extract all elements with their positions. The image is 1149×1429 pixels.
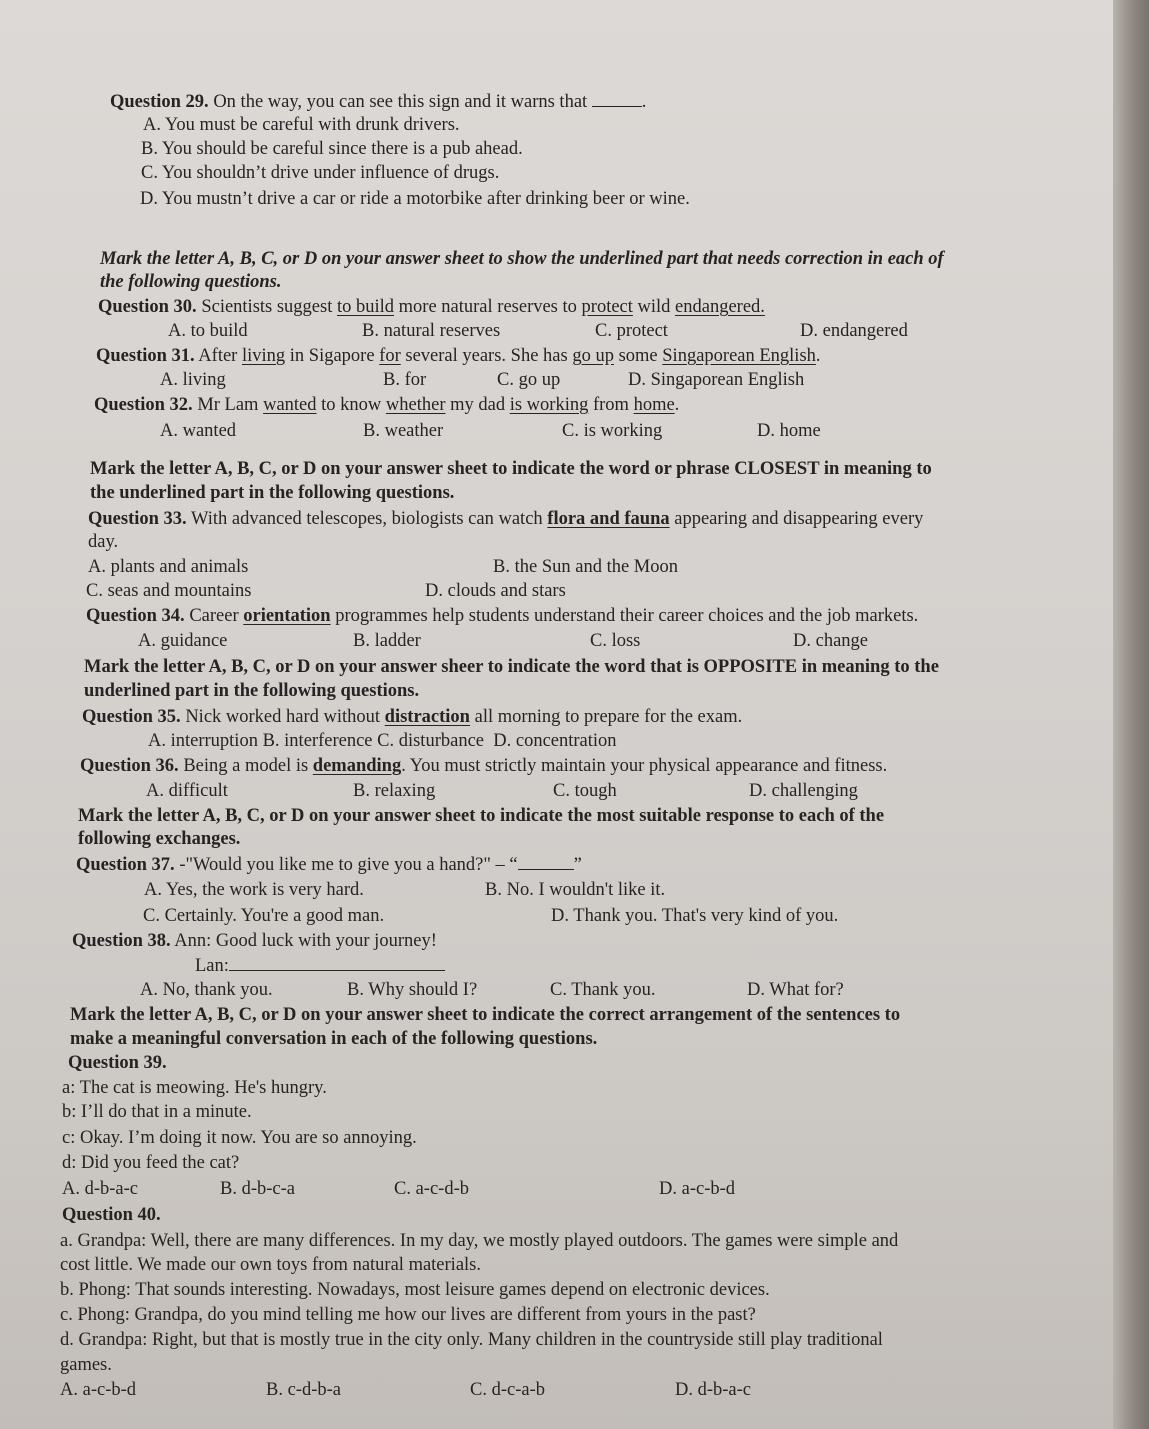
option-a: A. to build bbox=[168, 321, 248, 341]
option-b: B. relaxing bbox=[353, 781, 436, 801]
option-b: B. the Sun and the Moon bbox=[493, 557, 678, 577]
text: After bbox=[198, 346, 242, 366]
question-35-options bbox=[148, 730, 617, 752]
option-c: C. d-c-a-b bbox=[470, 1380, 545, 1400]
option-d: D. a-c-b-d bbox=[659, 1179, 736, 1199]
option-b: B. for bbox=[383, 370, 427, 390]
option-c: C. protect bbox=[595, 321, 668, 341]
text: some bbox=[613, 346, 663, 366]
sentence-a: a: The cat is meowing. He's hungry. bbox=[62, 1078, 327, 1098]
instruction-closest-line2: the underlined part in the following questions. bbox=[90, 483, 455, 503]
option-c: C. You shouldn’t drive under influence of drugs. bbox=[141, 163, 500, 183]
option-d: D. Thank you. That's very kind of you. bbox=[551, 906, 839, 926]
underlined-part-d: Singaporean English bbox=[662, 346, 816, 366]
text: . bbox=[815, 346, 821, 366]
underlined-part: orientation bbox=[243, 606, 331, 626]
option-b: B. You should be careful since there is a pub ahead. bbox=[141, 139, 523, 159]
text: . bbox=[674, 395, 680, 415]
instruction-correction-line2: the following questions. bbox=[100, 272, 282, 292]
option-c: C. a-c-d-b bbox=[394, 1179, 469, 1199]
option-c: C. Thank you. bbox=[550, 980, 656, 1000]
punctuation: . bbox=[641, 92, 647, 112]
sentence-d-line2: games. bbox=[60, 1355, 112, 1375]
text: Nick worked hard without bbox=[185, 707, 385, 727]
option-b: B. d-b-c-a bbox=[220, 1179, 295, 1199]
text: my dad bbox=[445, 395, 510, 415]
sentence-b: b. Phong: That sounds interesting. Nowadays, most leisure games depend on electronic devices. bbox=[60, 1280, 770, 1300]
option-d: D. clouds and stars bbox=[425, 581, 566, 601]
text: from bbox=[588, 395, 634, 415]
answer-blank bbox=[518, 853, 574, 870]
text: ” bbox=[573, 855, 582, 875]
option-c: C. is working bbox=[562, 421, 663, 441]
question-33-continuation: day. bbox=[88, 532, 119, 552]
option-d: D. change bbox=[793, 631, 868, 651]
question-38-reply bbox=[195, 954, 445, 976]
text: wild bbox=[632, 297, 676, 317]
option-d: D. d-b-a-c bbox=[675, 1380, 752, 1400]
underlined-part-b: for bbox=[379, 346, 401, 366]
text: Scientists suggest bbox=[201, 297, 337, 317]
question-label: Question 37. bbox=[76, 855, 175, 875]
option-a: A. wanted bbox=[160, 421, 237, 441]
question-37-stem bbox=[76, 853, 582, 875]
instruction-closest-line1: Mark the letter A, B, C, or D on your answer sheet to indicate the word or phrase CLOSEST in meaning to bbox=[90, 459, 932, 479]
sentence-b: b: I’ll do that in a minute. bbox=[62, 1102, 252, 1122]
option-d: D. endangered bbox=[800, 321, 908, 341]
instruction-response-line1: Mark the letter A, B, C, or D on your answer sheet to indicate the most suitable response to each of the bbox=[78, 806, 885, 826]
instruction-opposite-line2: underlined part in the following questions. bbox=[84, 681, 420, 701]
text: more natural reserves to bbox=[394, 297, 582, 317]
option-c: C. seas and mountains bbox=[86, 581, 252, 601]
option-d: D. Singaporean English bbox=[628, 370, 805, 390]
sentence-c: c. Phong: Grandpa, do you mind telling me how our lives are different from yours in the past? bbox=[60, 1305, 756, 1325]
option-d: D. You mustn’t drive a car or ride a motorbike after drinking beer or wine. bbox=[140, 189, 690, 209]
text: Ann: Good luck with your journey! bbox=[174, 931, 437, 951]
question-label: Question 32. bbox=[94, 395, 193, 415]
question-38-stem bbox=[72, 930, 437, 952]
text: -"Would you like me to give you a hand?" – “ bbox=[179, 855, 518, 875]
text: Being a model is bbox=[183, 756, 313, 776]
option-a: A. No, thank you. bbox=[140, 980, 273, 1000]
text: Career bbox=[189, 606, 244, 626]
question-33-stem bbox=[88, 508, 923, 530]
instruction-opposite-line1: Mark the letter A, B, C, or D on your answer sheer to indicate the word that is OPPOSITE in meaning to the bbox=[84, 657, 939, 677]
question-label: Question 31. bbox=[96, 346, 195, 366]
question-label: Question 35. bbox=[82, 707, 181, 727]
answer-blank bbox=[229, 954, 445, 971]
option-c: C. disturbance bbox=[377, 731, 484, 751]
text: Mr Lam bbox=[197, 395, 264, 415]
sentence-a-line2: cost little. We made our own toys from natural materials. bbox=[60, 1255, 481, 1275]
question-label: Question 38. bbox=[72, 931, 171, 951]
question-39-label: Question 39. bbox=[68, 1053, 167, 1073]
option-a: A. living bbox=[160, 370, 226, 390]
text: . You must strictly maintain your physical appearance and fitness. bbox=[401, 756, 888, 776]
option-d: D. concentration bbox=[493, 731, 617, 751]
question-label: Question 36. bbox=[80, 756, 179, 776]
option-a: A. guidance bbox=[138, 631, 228, 651]
underlined-part: distraction bbox=[384, 707, 470, 727]
text: to know bbox=[316, 395, 386, 415]
question-36-stem bbox=[80, 755, 887, 777]
question-29-stem bbox=[110, 90, 646, 112]
question-40-label: Question 40. bbox=[62, 1205, 161, 1225]
option-c: C. Certainly. You're a good man. bbox=[143, 906, 385, 926]
text: all morning to prepare for the exam. bbox=[469, 707, 743, 727]
instruction-arrangement-line2: make a meaningful conversation in each of the following questions. bbox=[70, 1029, 598, 1049]
option-a: A. interruption bbox=[148, 731, 258, 751]
underlined-part-c: is working bbox=[509, 395, 589, 415]
instruction-correction-line1: Mark the letter A, B, C, or D on your answer sheet to show the underlined part that needs correction in each of bbox=[100, 249, 944, 269]
underlined-part-d: endangered. bbox=[675, 297, 765, 317]
question-label: Question 29. bbox=[110, 92, 209, 112]
question-35-stem bbox=[82, 706, 742, 728]
option-b: B. weather bbox=[363, 421, 444, 441]
question-label: Question 33. bbox=[88, 509, 187, 529]
underlined-part: flora and fauna bbox=[547, 509, 670, 529]
option-b: B. natural reserves bbox=[362, 321, 501, 341]
instruction-arrangement-line1: Mark the letter A, B, C, or D on your answer sheet to indicate the correct arrangement of the sentences to bbox=[70, 1005, 901, 1025]
option-c: C. tough bbox=[553, 781, 617, 801]
text: appearing and disappearing every bbox=[669, 509, 924, 529]
underlined-part: demanding bbox=[312, 756, 402, 776]
option-c: C. go up bbox=[497, 370, 561, 390]
question-32-stem bbox=[94, 394, 679, 416]
option-b: B. interference bbox=[262, 731, 373, 751]
underlined-part-c: go up bbox=[572, 346, 614, 366]
sentence-d-line1: d. Grandpa: Right, but that is mostly true in the city only. Many children in the countryside still play traditional bbox=[60, 1330, 883, 1350]
underlined-part-d: home bbox=[633, 395, 675, 415]
option-a: A. a-c-b-d bbox=[60, 1380, 137, 1400]
question-34-stem bbox=[86, 605, 918, 627]
text: With advanced telescopes, biologists can watch bbox=[190, 509, 548, 529]
underlined-part-c: protect bbox=[581, 297, 633, 317]
option-b: B. Why should I? bbox=[347, 980, 478, 1000]
option-c: C. loss bbox=[590, 631, 641, 651]
option-d: D. home bbox=[757, 421, 821, 441]
sentence-a-line1: a. Grandpa: Well, there are many differences. In my day, we mostly played outdoors. The games were simple and bbox=[60, 1231, 899, 1251]
option-b: B. c-d-b-a bbox=[266, 1380, 341, 1400]
question-text: On the way, you can see this sign and it warns that bbox=[213, 92, 588, 112]
text: in Sigapore bbox=[285, 346, 380, 366]
underlined-part-b: whether bbox=[385, 395, 446, 415]
sentence-c: c: Okay. I’m doing it now. You are so annoying. bbox=[62, 1128, 417, 1148]
text: several years. She has bbox=[400, 346, 573, 366]
underlined-part-a: living bbox=[241, 346, 286, 366]
sentence-d: d: Did you feed the cat? bbox=[62, 1153, 240, 1173]
paper-edge-shadow bbox=[1113, 0, 1149, 1429]
text: programmes help students understand their career choices and the job markets. bbox=[330, 606, 919, 626]
option-a: A. You must be careful with drunk drivers. bbox=[143, 115, 460, 135]
option-a: A. difficult bbox=[146, 781, 228, 801]
option-b: B. No. I wouldn't like it. bbox=[485, 880, 666, 900]
underlined-part-a: to build bbox=[336, 297, 395, 317]
question-label: Question 30. bbox=[98, 297, 197, 317]
option-d: D. challenging bbox=[749, 781, 858, 801]
question-label: Question 34. bbox=[86, 606, 185, 626]
option-a: A. d-b-a-c bbox=[62, 1179, 139, 1199]
question-30-stem bbox=[98, 296, 765, 318]
question-31-stem bbox=[96, 345, 821, 367]
option-d: D. What for? bbox=[747, 980, 844, 1000]
instruction-response-line2: following exchanges. bbox=[78, 829, 241, 849]
underlined-part-a: wanted bbox=[263, 395, 317, 415]
option-a: A. Yes, the work is very hard. bbox=[144, 880, 364, 900]
speaker-label: Lan: bbox=[195, 956, 229, 976]
option-b: B. ladder bbox=[353, 631, 421, 651]
answer-blank bbox=[592, 90, 642, 107]
option-a: A. plants and animals bbox=[88, 557, 249, 577]
